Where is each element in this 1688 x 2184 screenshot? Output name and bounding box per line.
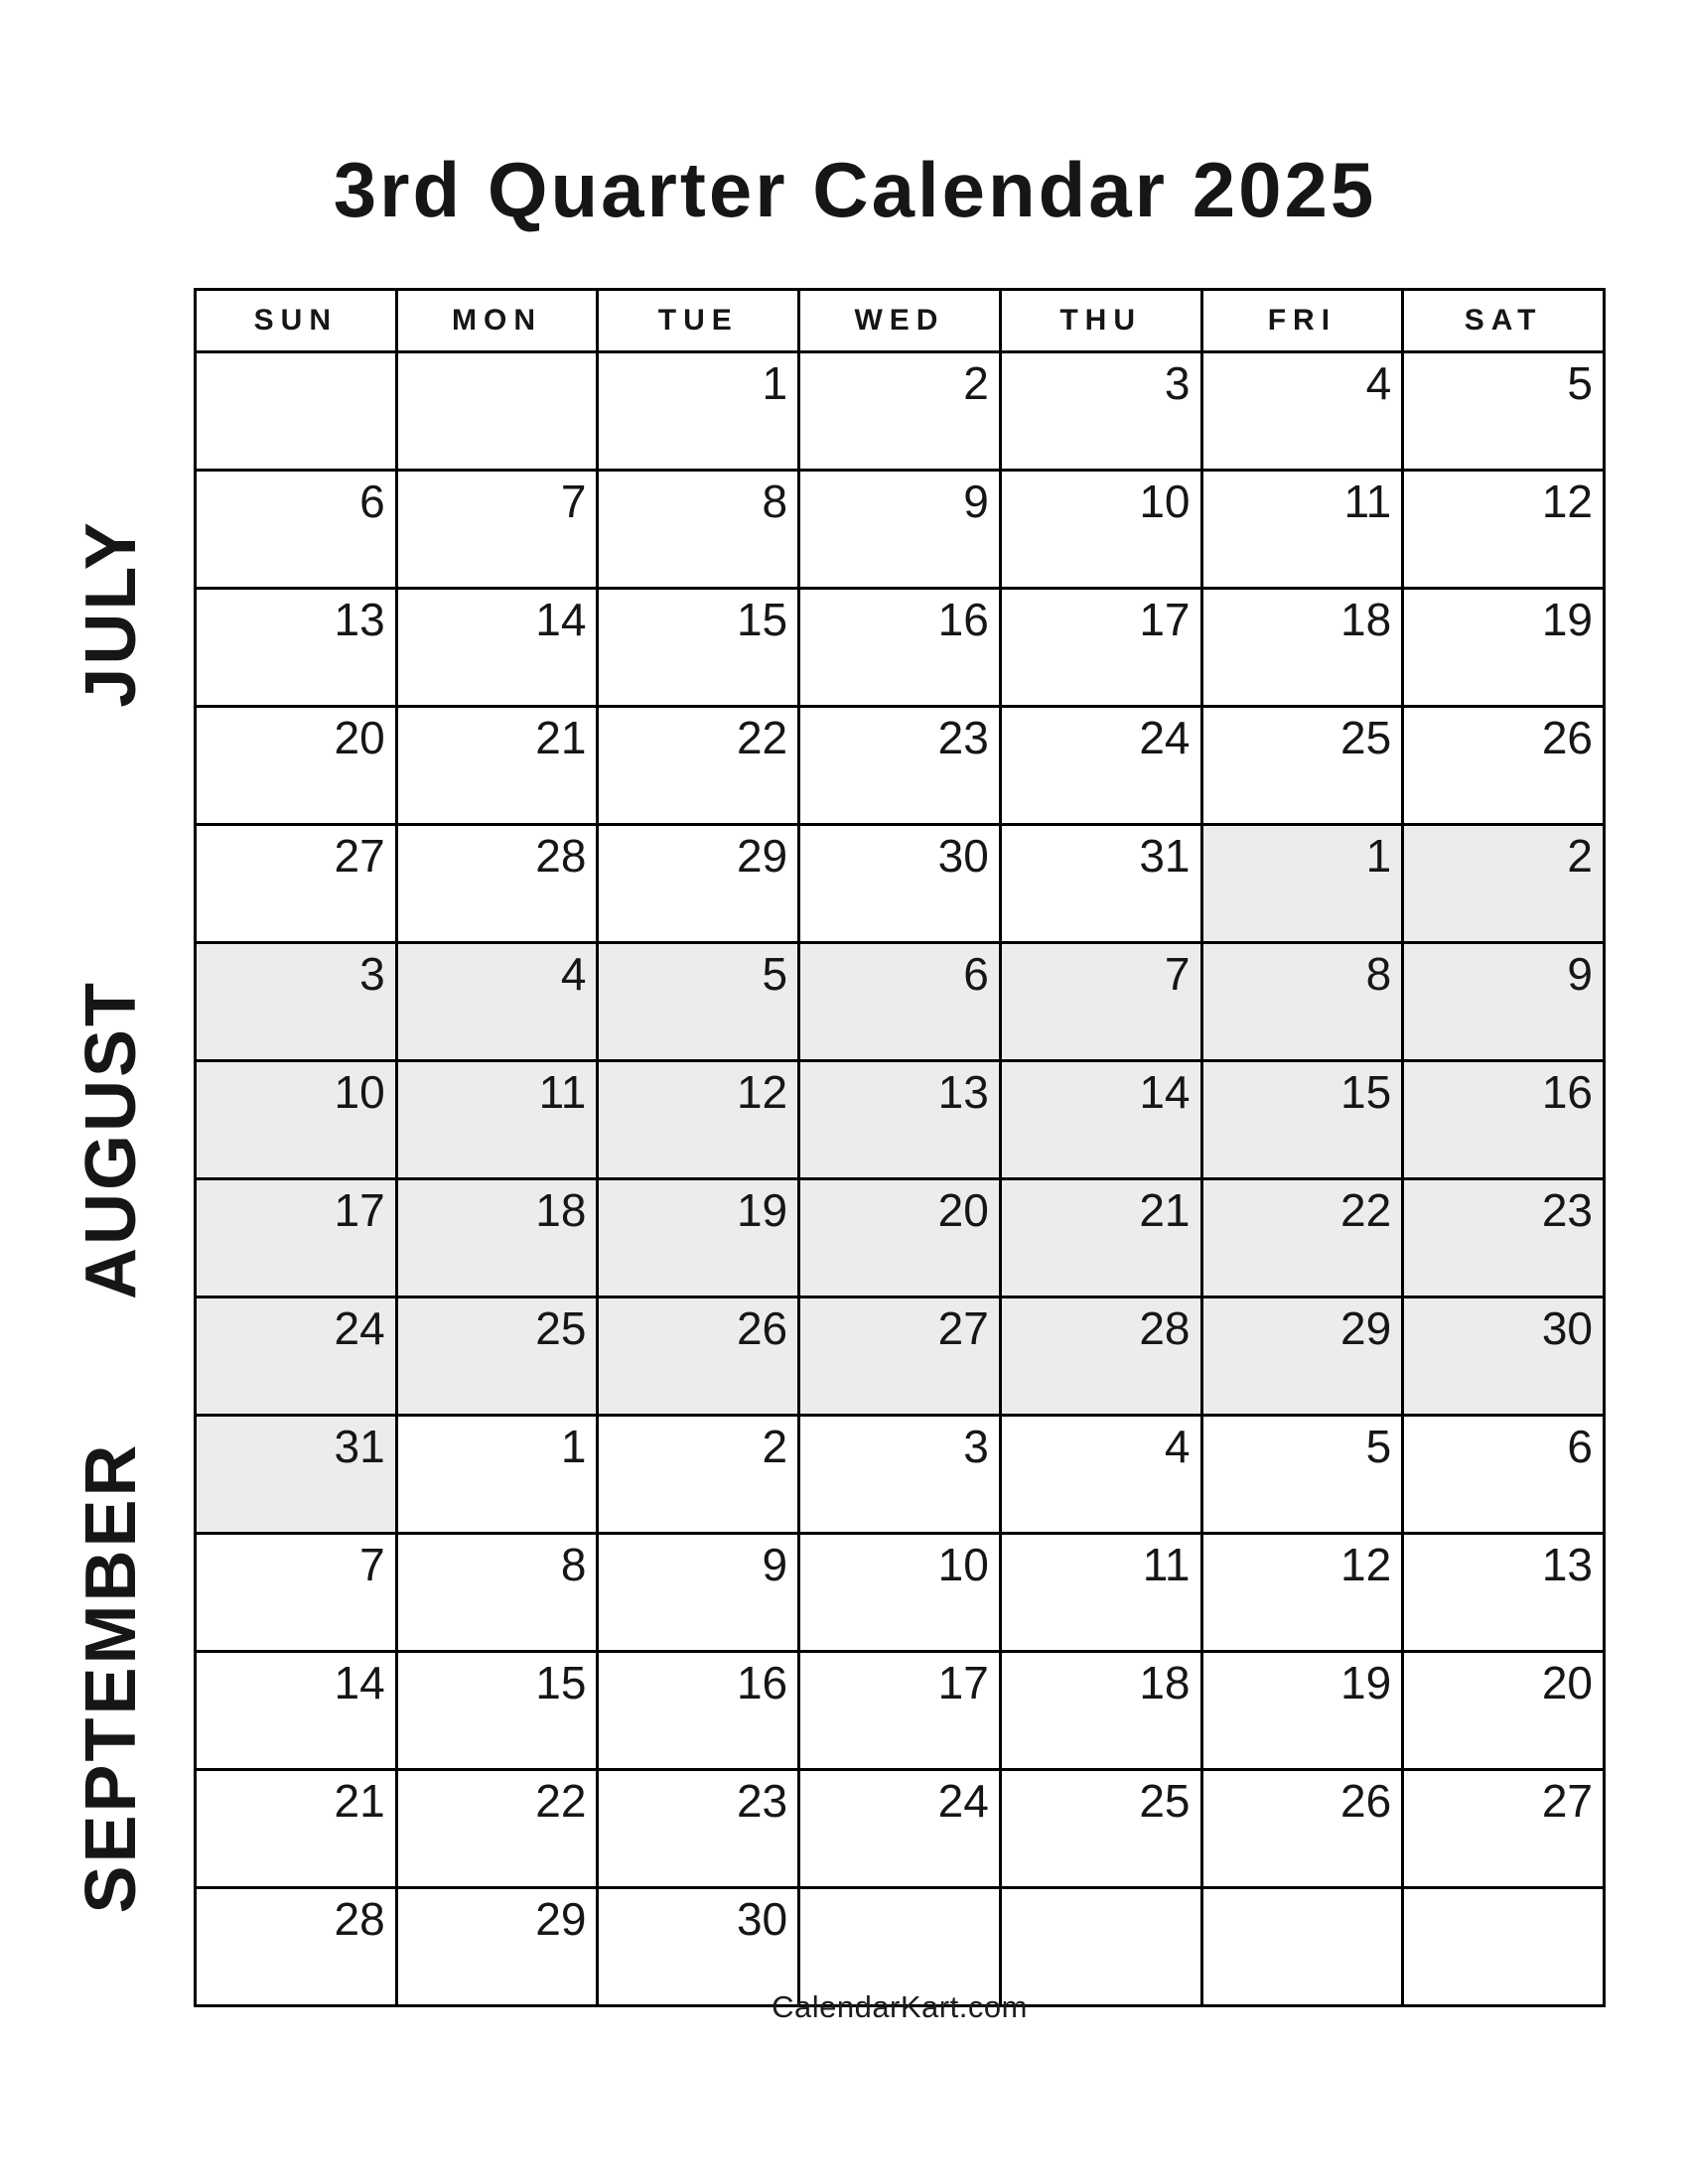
day-cell: 7 xyxy=(1000,943,1201,1061)
day-cell: 23 xyxy=(1403,1179,1605,1297)
day-cell: 17 xyxy=(799,1652,1001,1770)
day-cell: 28 xyxy=(1000,1297,1201,1416)
day-cell: 25 xyxy=(1201,707,1403,825)
weekday-header-sun: SUN xyxy=(196,290,397,352)
day-cell: 23 xyxy=(799,707,1001,825)
day-cell: 3 xyxy=(1000,352,1201,471)
weekday-header-row xyxy=(196,290,1605,352)
day-cell: 13 xyxy=(196,589,397,707)
day-cell: 20 xyxy=(1403,1652,1605,1770)
day-cell: 14 xyxy=(396,589,598,707)
day-cell: 17 xyxy=(196,1179,397,1297)
calendar-week-row xyxy=(196,943,1605,1061)
day-cell: 16 xyxy=(799,589,1001,707)
day-cell: 4 xyxy=(396,943,598,1061)
day-cell: 31 xyxy=(196,1416,397,1534)
day-cell: 30 xyxy=(598,1888,799,2006)
day-cell: 2 xyxy=(598,1416,799,1534)
day-cell: 16 xyxy=(598,1652,799,1770)
day-cell: 15 xyxy=(598,589,799,707)
day-cell: 24 xyxy=(1000,707,1201,825)
day-cell: 28 xyxy=(196,1888,397,2006)
day-cell: 5 xyxy=(1201,1416,1403,1534)
empty-day-cell xyxy=(1000,1888,1201,2006)
day-cell: 6 xyxy=(196,471,397,589)
day-cell: 19 xyxy=(1403,589,1605,707)
page-title: 3rd Quarter Calendar 2025 xyxy=(333,146,1377,233)
day-cell: 10 xyxy=(1000,471,1201,589)
day-cell: 8 xyxy=(1201,943,1403,1061)
day-cell: 1 xyxy=(396,1416,598,1534)
calendar-week-row xyxy=(196,825,1605,943)
day-cell: 17 xyxy=(1000,589,1201,707)
calendar-week-row xyxy=(196,1534,1605,1652)
day-cell: 29 xyxy=(1201,1297,1403,1416)
calendar-table xyxy=(194,288,1606,2007)
day-cell: 7 xyxy=(196,1534,397,1652)
day-cell: 31 xyxy=(1000,825,1201,943)
day-cell: 4 xyxy=(1201,352,1403,471)
month-label-august: AUGUST xyxy=(71,980,151,1299)
day-cell: 13 xyxy=(799,1061,1001,1179)
day-cell: 22 xyxy=(598,707,799,825)
day-cell: 18 xyxy=(1201,589,1403,707)
calendar-week-row xyxy=(196,1297,1605,1416)
day-cell: 29 xyxy=(396,1888,598,2006)
day-cell: 13 xyxy=(1403,1534,1605,1652)
weekday-header-sat: SAT xyxy=(1403,290,1605,352)
day-cell: 20 xyxy=(196,707,397,825)
day-cell: 19 xyxy=(598,1179,799,1297)
day-cell: 30 xyxy=(799,825,1001,943)
day-cell: 25 xyxy=(396,1297,598,1416)
empty-day-cell xyxy=(1403,1888,1605,2006)
day-cell: 24 xyxy=(799,1770,1001,1888)
day-cell: 9 xyxy=(799,471,1001,589)
calendar-week-row xyxy=(196,1888,1605,2006)
day-cell: 8 xyxy=(396,1534,598,1652)
day-cell: 14 xyxy=(1000,1061,1201,1179)
calendar-week-row xyxy=(196,471,1605,589)
day-cell: 11 xyxy=(1000,1534,1201,1652)
weekday-header-tue: TUE xyxy=(598,290,799,352)
day-cell: 20 xyxy=(799,1179,1001,1297)
calendar-week-row xyxy=(196,1652,1605,1770)
calendar-week-row xyxy=(196,1179,1605,1297)
day-cell: 26 xyxy=(598,1297,799,1416)
day-cell: 4 xyxy=(1000,1416,1201,1534)
month-label-september: SEPTEMBER xyxy=(71,1441,151,1914)
day-cell: 30 xyxy=(1403,1297,1605,1416)
day-cell: 22 xyxy=(1201,1179,1403,1297)
day-cell: 15 xyxy=(1201,1061,1403,1179)
footer-brand: CalendarKart.com xyxy=(772,1989,1028,2024)
calendar-week-row xyxy=(196,589,1605,707)
day-cell: 27 xyxy=(799,1297,1001,1416)
day-cell: 12 xyxy=(1201,1534,1403,1652)
day-cell: 3 xyxy=(196,943,397,1061)
month-label-july: JULY xyxy=(71,519,151,708)
day-cell: 10 xyxy=(196,1061,397,1179)
weekday-header-thu: THU xyxy=(1000,290,1201,352)
day-cell: 25 xyxy=(1000,1770,1201,1888)
day-cell: 12 xyxy=(598,1061,799,1179)
day-cell: 28 xyxy=(396,825,598,943)
empty-day-cell xyxy=(799,1888,1001,2006)
day-cell: 7 xyxy=(396,471,598,589)
day-cell: 10 xyxy=(799,1534,1001,1652)
day-cell: 9 xyxy=(1403,943,1605,1061)
day-cell: 21 xyxy=(1000,1179,1201,1297)
day-cell: 8 xyxy=(598,471,799,589)
day-cell: 27 xyxy=(196,825,397,943)
weekday-header-mon: MON xyxy=(396,290,598,352)
weekday-header-wed: WED xyxy=(799,290,1001,352)
calendar-week-row xyxy=(196,1061,1605,1179)
day-cell: 1 xyxy=(598,352,799,471)
day-cell: 5 xyxy=(1403,352,1605,471)
day-cell: 1 xyxy=(1201,825,1403,943)
day-cell: 26 xyxy=(1201,1770,1403,1888)
day-cell: 2 xyxy=(1403,825,1605,943)
day-cell: 29 xyxy=(598,825,799,943)
day-cell: 6 xyxy=(1403,1416,1605,1534)
day-cell: 6 xyxy=(799,943,1001,1061)
empty-day-cell xyxy=(196,352,397,471)
day-cell: 26 xyxy=(1403,707,1605,825)
day-cell: 24 xyxy=(196,1297,397,1416)
day-cell: 14 xyxy=(196,1652,397,1770)
weekday-header-fri: FRI xyxy=(1201,290,1403,352)
day-cell: 11 xyxy=(1201,471,1403,589)
day-cell: 3 xyxy=(799,1416,1001,1534)
empty-day-cell xyxy=(1201,1888,1403,2006)
day-cell: 11 xyxy=(396,1061,598,1179)
empty-day-cell xyxy=(396,352,598,471)
day-cell: 22 xyxy=(396,1770,598,1888)
day-cell: 23 xyxy=(598,1770,799,1888)
day-cell: 15 xyxy=(396,1652,598,1770)
day-cell: 5 xyxy=(598,943,799,1061)
day-cell: 12 xyxy=(1403,471,1605,589)
day-cell: 21 xyxy=(396,707,598,825)
day-cell: 21 xyxy=(196,1770,397,1888)
day-cell: 19 xyxy=(1201,1652,1403,1770)
day-cell: 18 xyxy=(396,1179,598,1297)
day-cell: 2 xyxy=(799,352,1001,471)
calendar-week-row xyxy=(196,1416,1605,1534)
day-cell: 9 xyxy=(598,1534,799,1652)
calendar-week-row xyxy=(196,1770,1605,1888)
day-cell: 16 xyxy=(1403,1061,1605,1179)
day-cell: 27 xyxy=(1403,1770,1605,1888)
day-cell: 18 xyxy=(1000,1652,1201,1770)
calendar-week-row xyxy=(196,707,1605,825)
calendar-week-row xyxy=(196,352,1605,471)
